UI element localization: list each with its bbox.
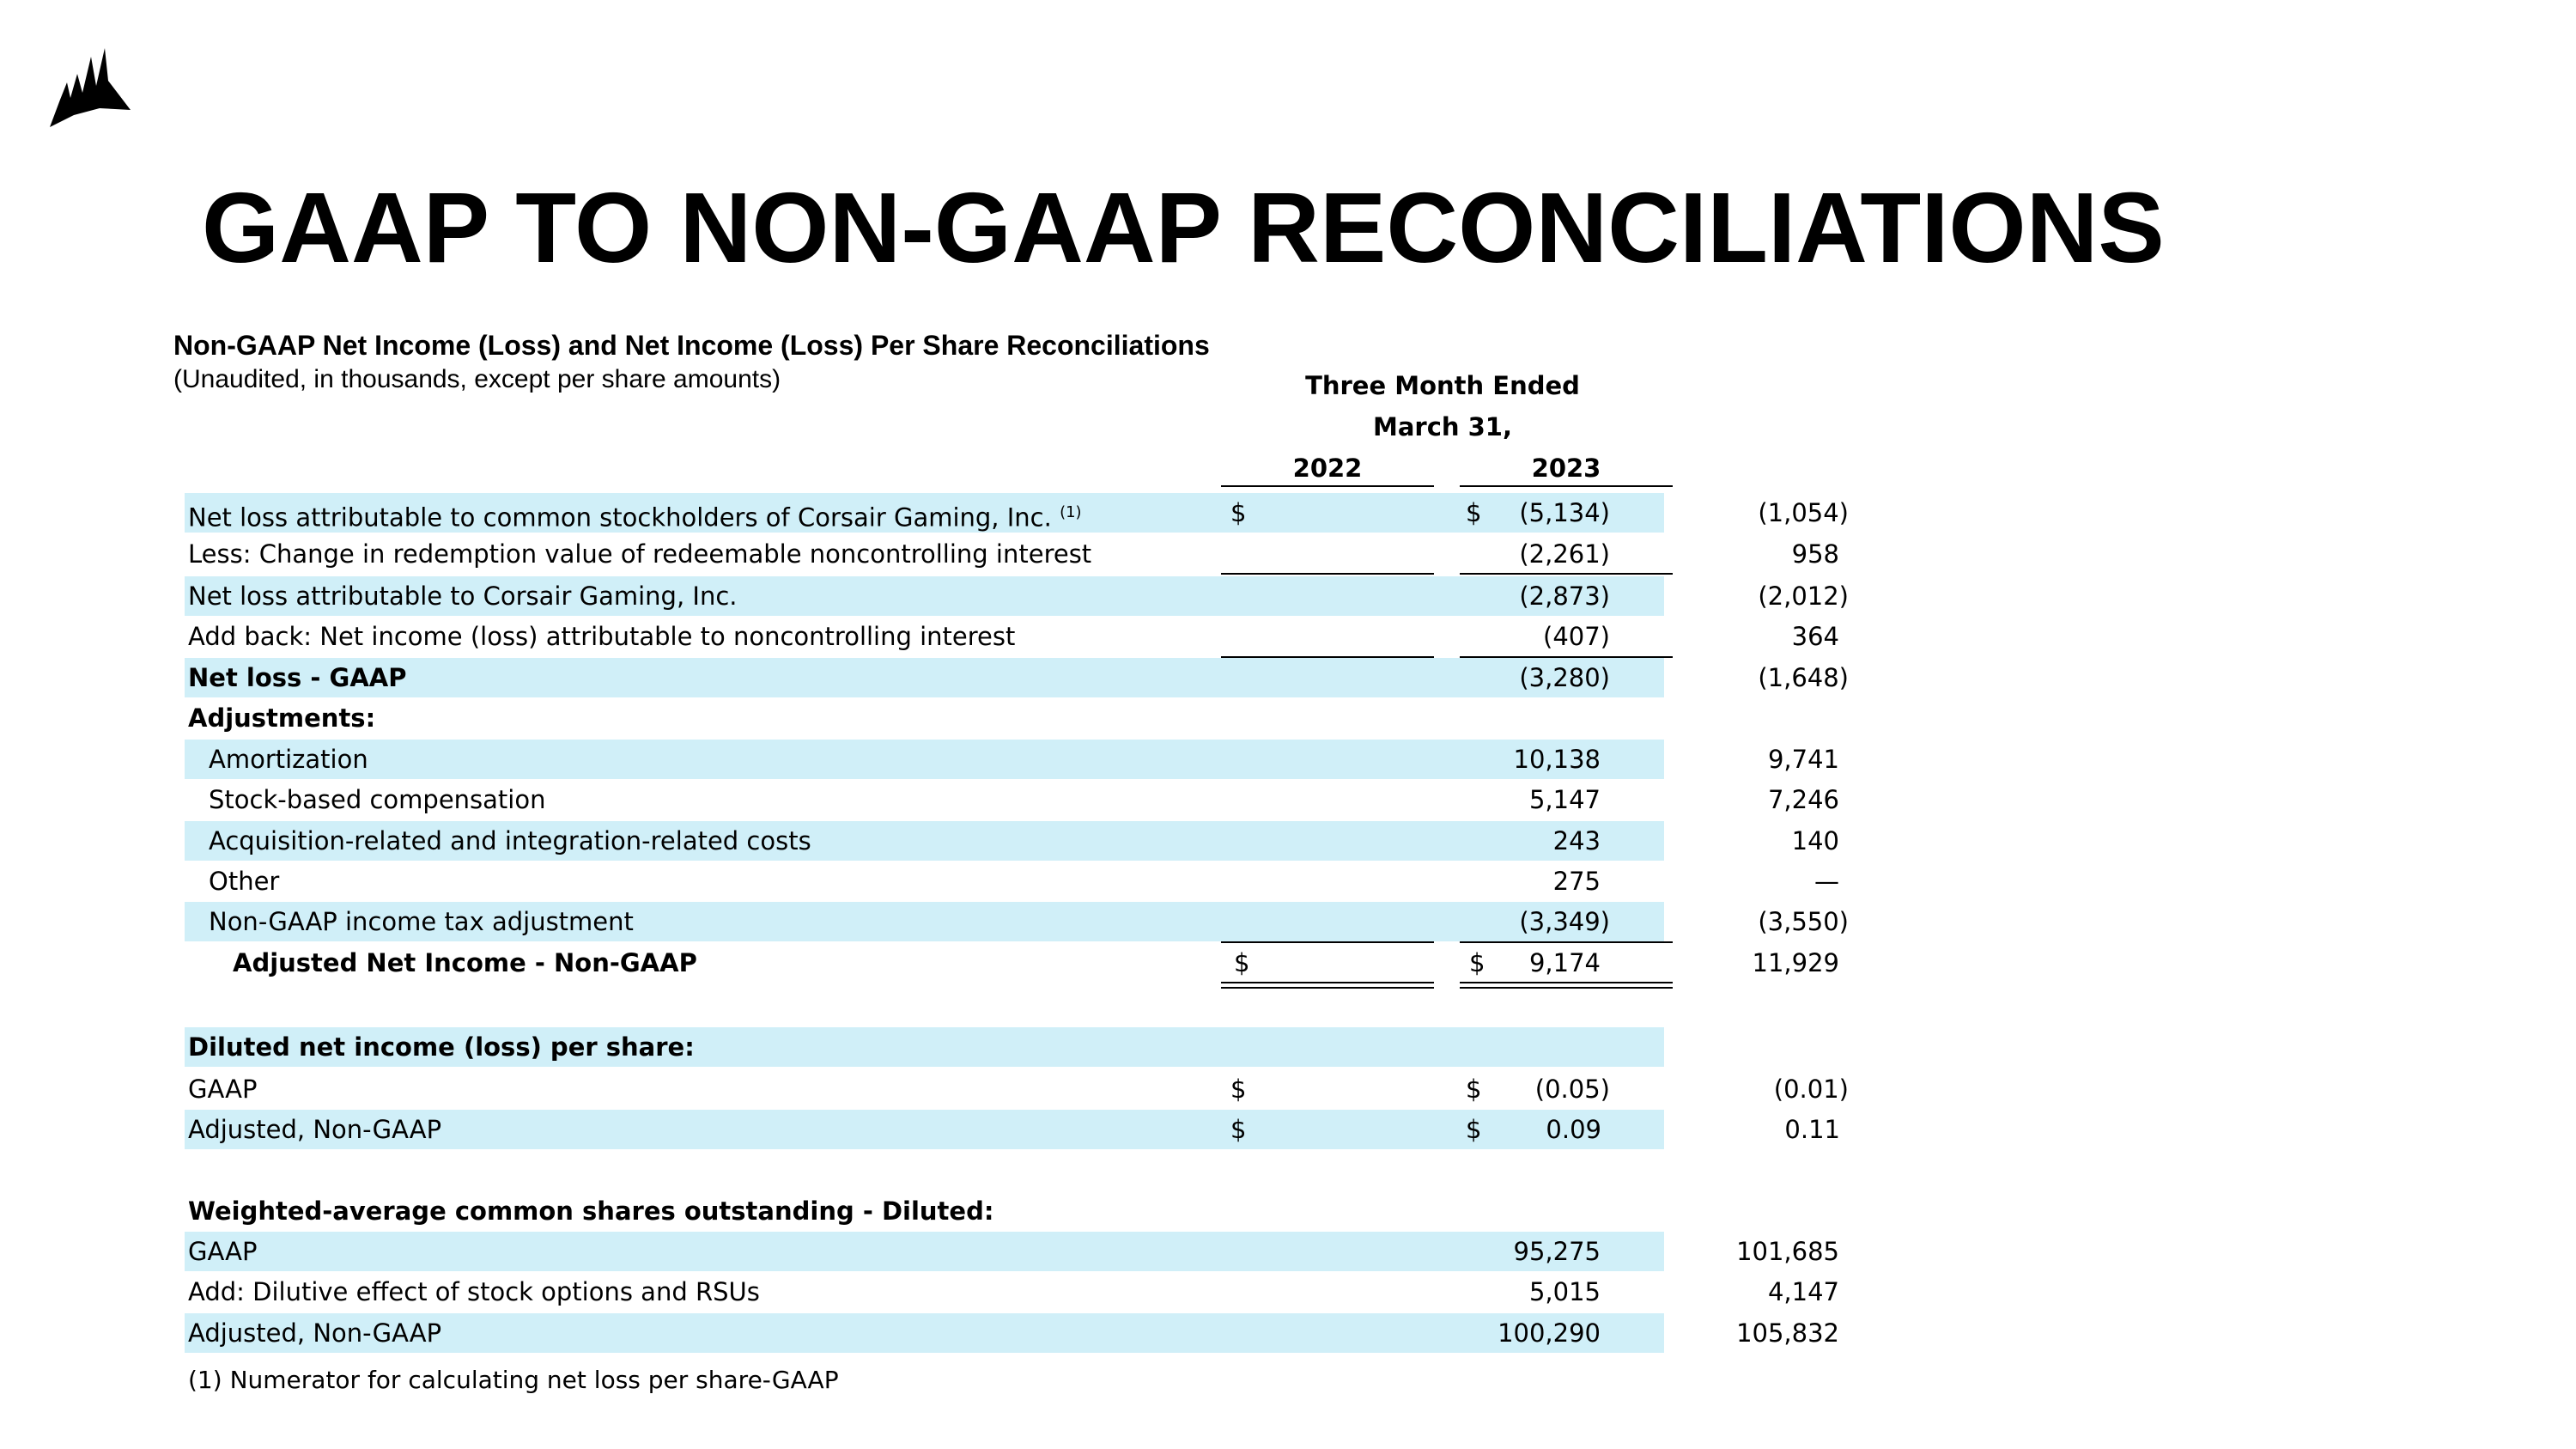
row-label: Acquisition-related and integration-related costs xyxy=(209,826,811,855)
row-label: Net loss attributable to Corsair Gaming, Inc. xyxy=(188,581,738,611)
value-2022: (2,261) xyxy=(1519,539,1610,569)
value-2022: 9,174 xyxy=(1528,948,1601,977)
section-heading: Weighted-average common shares outstanding - Diluted: xyxy=(188,1196,994,1226)
value-2023: 7,246 xyxy=(1767,785,1839,814)
currency-sign: $ xyxy=(1230,498,1247,527)
value-2022: (5,134) xyxy=(1519,498,1610,527)
value-2023: (0.01) xyxy=(1773,1075,1849,1104)
table-row xyxy=(185,1272,1839,1312)
total-double-rule xyxy=(1460,987,1673,989)
column-header-2023: 2023 xyxy=(1531,454,1601,483)
table-row xyxy=(185,617,1839,656)
row-label: Add: Dilutive effect of stock options and RSUs xyxy=(188,1277,760,1306)
value-2022: 95,275 xyxy=(1513,1237,1601,1266)
value-2023: 140 xyxy=(1791,826,1839,855)
value-2022: 243 xyxy=(1552,826,1601,855)
section-heading: Diluted net income (loss) per share: xyxy=(188,1032,695,1062)
table-row xyxy=(185,821,1839,861)
value-2023: 9,741 xyxy=(1767,745,1839,774)
row-label: GAAP xyxy=(188,1237,258,1266)
table-row xyxy=(185,493,1849,533)
total-double-rule xyxy=(1460,982,1673,983)
value-2022: 10,138 xyxy=(1513,745,1601,774)
value-2022: (407) xyxy=(1543,622,1610,651)
value-2022: (0.05) xyxy=(1534,1075,1610,1104)
period-header-line1: Three Month Ended xyxy=(1305,371,1580,400)
subtotal-rule xyxy=(1221,573,1434,575)
value-2022: 0.09 xyxy=(1546,1115,1601,1144)
table-row xyxy=(185,902,1849,941)
value-2023: 105,832 xyxy=(1736,1318,1839,1348)
units-note: (Unaudited, in thousands, except per share amounts) xyxy=(173,365,781,393)
row-label: Net loss attributable to common stockholders of Corsair Gaming, Inc. $^{(1)}$ xyxy=(188,502,1082,533)
row-label: Stock-based compensation xyxy=(209,785,546,814)
value-2023: (1,648) xyxy=(1758,663,1849,692)
row-label: Non-GAAP income tax adjustment xyxy=(209,907,634,936)
period-header-line2: March 31, xyxy=(1372,412,1513,441)
table-row xyxy=(185,698,1664,738)
value-2022: (3,280) xyxy=(1519,663,1610,692)
table-row xyxy=(185,1110,1840,1149)
row-label: Adjusted, Non-GAAP xyxy=(188,1318,442,1348)
column-header-2022: 2022 xyxy=(1292,454,1363,483)
value-2023: (3,550) xyxy=(1758,907,1849,936)
value-2022: (3,349) xyxy=(1519,907,1610,936)
table-row xyxy=(185,658,1849,697)
currency-sign: $ xyxy=(1230,1115,1247,1144)
table-row xyxy=(185,534,1839,574)
currency-sign: $ xyxy=(1466,1115,1482,1144)
value-2022: 275 xyxy=(1552,867,1601,896)
table-row xyxy=(185,1232,1839,1271)
total-double-rule xyxy=(1221,987,1434,989)
value-2022: 5,015 xyxy=(1528,1277,1601,1306)
value-2022: 5,147 xyxy=(1528,785,1601,814)
table-row xyxy=(185,1069,1849,1109)
column-header-underline-2022 xyxy=(1221,485,1434,487)
value-2022: 100,290 xyxy=(1498,1318,1601,1348)
value-2022: (2,873) xyxy=(1519,581,1610,611)
row-label: Adjusted Net Income - Non-GAAP xyxy=(233,948,697,977)
value-2023: 101,685 xyxy=(1736,1237,1839,1266)
currency-sign: $ xyxy=(1230,1075,1247,1104)
value-2023: (1,054) xyxy=(1758,498,1849,527)
footnote: (1) Numerator for calculating net loss per share-GAAP xyxy=(188,1366,839,1394)
row-label: Add back: Net income (loss) attributable to noncontrolling interest xyxy=(188,622,1016,651)
row-label: GAAP xyxy=(188,1075,258,1104)
row-label: Other xyxy=(209,867,280,896)
table-row xyxy=(185,576,1849,616)
section-heading: Adjustments: xyxy=(188,703,376,733)
value-2023: 4,147 xyxy=(1767,1277,1839,1306)
row-label: Net loss - GAAP xyxy=(188,663,407,692)
page-title: GAAP TO NON-GAAP RECONCILIATIONS xyxy=(202,172,2165,283)
currency-sign: $ xyxy=(1234,948,1250,977)
value-2023: (2,012) xyxy=(1758,581,1849,611)
table-row xyxy=(185,1313,1839,1353)
total-double-rule xyxy=(1221,982,1434,983)
table-row xyxy=(185,943,1839,983)
currency-sign: $ xyxy=(1466,498,1482,527)
value-2023: 11,929 xyxy=(1752,948,1839,977)
table-subtitle: Non-GAAP Net Income (Loss) and Net Income (Loss) Per Share Reconciliations xyxy=(173,330,1210,361)
value-2023: 364 xyxy=(1791,622,1839,651)
corsair-logo-icon xyxy=(48,48,131,127)
subtotal-rule xyxy=(1460,573,1673,575)
currency-sign: $ xyxy=(1469,948,1485,977)
table-row xyxy=(185,780,1839,819)
value-2023: 958 xyxy=(1791,539,1839,569)
table-row xyxy=(185,1191,1664,1231)
row-label: Amortization xyxy=(209,745,368,774)
row-label: Less: Change in redemption value of redeemable noncontrolling interest xyxy=(188,539,1092,569)
table-row xyxy=(185,861,1839,901)
table-row xyxy=(185,1027,1664,1067)
table-row xyxy=(185,740,1839,779)
column-header-underline-2023 xyxy=(1460,485,1673,487)
value-2023: — xyxy=(1814,867,1839,896)
row-label: Adjusted, Non-GAAP xyxy=(188,1115,442,1144)
currency-sign: $ xyxy=(1466,1075,1482,1104)
value-2023: 0.11 xyxy=(1784,1115,1840,1144)
